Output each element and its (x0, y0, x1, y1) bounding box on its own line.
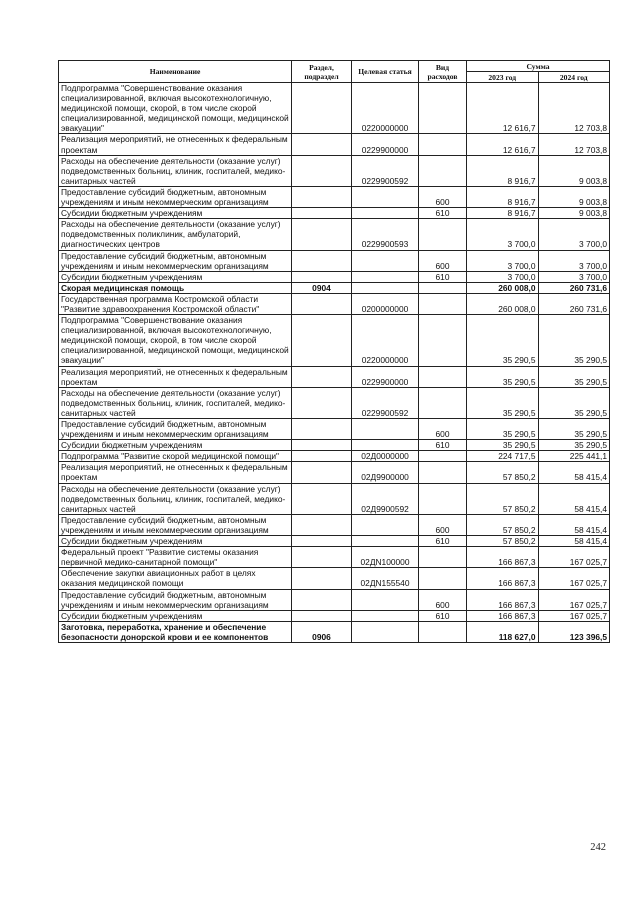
row-type (419, 366, 467, 387)
row-section (292, 293, 352, 314)
row-name: Федеральный проект "Развитие системы оказания первичной медико-санитарной помощи" (59, 547, 292, 568)
row-name: Реализация мероприятий, не отнесенных к федеральным проектам (59, 366, 292, 387)
row-target: 0200000000 (352, 293, 419, 314)
row-section (292, 387, 352, 418)
row-sum-2023: 224 717,5 (467, 451, 539, 462)
row-name: Субсидии бюджетным учреждениям (59, 536, 292, 547)
row-sum-2024: 9 003,8 (538, 186, 610, 207)
row-name: Реализация мероприятий, не отнесенных к федеральным проектам (59, 134, 292, 155)
row-target (352, 208, 419, 219)
row-sum-2024: 58 415,4 (538, 483, 610, 514)
header-sum: Сумма (467, 61, 610, 72)
table-row (59, 315, 610, 366)
header-section: Раздел, подраздел (292, 61, 352, 83)
row-section (292, 315, 352, 366)
table-row (59, 186, 610, 207)
row-sum-2024: 58 415,4 (538, 462, 610, 483)
row-type: 610 (419, 208, 467, 219)
row-type: 610 (419, 440, 467, 451)
row-target: 0229900592 (352, 155, 419, 186)
row-sum-2024: 35 290,5 (538, 419, 610, 440)
row-sum-2023: 35 290,5 (467, 387, 539, 418)
row-sum-2024: 260 731,6 (538, 293, 610, 314)
row-sum-2024: 58 415,4 (538, 536, 610, 547)
row-type (419, 315, 467, 366)
row-sum-2024: 35 290,5 (538, 366, 610, 387)
row-target: 0229900593 (352, 219, 419, 250)
row-sum-2023: 57 850,2 (467, 536, 539, 547)
row-type: 600 (419, 419, 467, 440)
row-type (419, 621, 467, 642)
row-sum-2024: 167 025,7 (538, 610, 610, 621)
row-type (419, 282, 467, 293)
row-section (292, 366, 352, 387)
table-row (59, 547, 610, 568)
row-name: Субсидии бюджетным учреждениям (59, 610, 292, 621)
row-name: Подпрограмма "Развитие скорой медицинской помощи" (59, 451, 292, 462)
row-sum-2024: 260 731,6 (538, 282, 610, 293)
row-type (419, 387, 467, 418)
row-sum-2023: 260 008,0 (467, 282, 539, 293)
row-name: Предоставление субсидий бюджетным, автономным учреждениям и иным некоммерческим организациям (59, 419, 292, 440)
header-year-2023: 2023 год (467, 72, 539, 83)
row-name: Субсидии бюджетным учреждениям (59, 271, 292, 282)
row-sum-2023: 8 916,7 (467, 186, 539, 207)
row-target: 02Д0000000 (352, 451, 419, 462)
row-name: Предоставление субсидий бюджетным, автономным учреждениям и иным некоммерческим организациям (59, 186, 292, 207)
table-row (59, 134, 610, 155)
table-row (59, 208, 610, 219)
row-type: 610 (419, 271, 467, 282)
row-name: Расходы на обеспечение деятельности (оказание услуг) подведомственных поликлиник, амбулаторий, диагностических центров (59, 219, 292, 250)
row-sum-2023: 166 867,3 (467, 568, 539, 589)
row-sum-2024: 58 415,4 (538, 514, 610, 535)
row-type: 600 (419, 514, 467, 535)
row-target (352, 589, 419, 610)
row-sum-2024: 123 396,5 (538, 621, 610, 642)
table-row (59, 155, 610, 186)
row-sum-2023: 57 850,2 (467, 483, 539, 514)
row-target: 0220000000 (352, 315, 419, 366)
row-name: Расходы на обеспечение деятельности (оказание услуг) подведомственных больниц, клиник, госпиталей, медико-санитарных частей (59, 387, 292, 418)
row-type: 610 (419, 536, 467, 547)
row-target: 0229900000 (352, 134, 419, 155)
row-section (292, 568, 352, 589)
table-row (59, 621, 610, 642)
row-name: Субсидии бюджетным учреждениям (59, 440, 292, 451)
row-sum-2023: 8 916,7 (467, 208, 539, 219)
row-target: 02Д9900000 (352, 462, 419, 483)
row-sum-2023: 12 616,7 (467, 134, 539, 155)
row-sum-2024: 35 290,5 (538, 387, 610, 418)
row-sum-2023: 8 916,7 (467, 155, 539, 186)
table-row (59, 271, 610, 282)
row-type (419, 83, 467, 134)
row-section (292, 451, 352, 462)
budget-table (58, 60, 610, 643)
row-name: Предоставление субсидий бюджетным, автономным учреждениям и иным некоммерческим организациям (59, 514, 292, 535)
row-name: Заготовка, переработка, хранение и обеспечение безопасности донорской крови и ее компонентов (59, 621, 292, 642)
table-row (59, 282, 610, 293)
row-target (352, 514, 419, 535)
row-section (292, 419, 352, 440)
table-row (59, 440, 610, 451)
row-sum-2023: 166 867,3 (467, 610, 539, 621)
row-section (292, 155, 352, 186)
header-target: Целевая статья (352, 61, 419, 83)
row-sum-2023: 166 867,3 (467, 547, 539, 568)
row-target (352, 536, 419, 547)
row-section (292, 536, 352, 547)
page-number: 242 (590, 842, 606, 853)
row-sum-2024: 3 700,0 (538, 250, 610, 271)
row-sum-2023: 118 627,0 (467, 621, 539, 642)
row-section (292, 219, 352, 250)
row-name: Субсидии бюджетным учреждениям (59, 208, 292, 219)
table-header-row (59, 61, 610, 72)
header-name: Наименование (59, 61, 292, 83)
header-year-2024: 2024 год (538, 72, 610, 83)
table-row (59, 514, 610, 535)
row-name: Предоставление субсидий бюджетным, автономным учреждениям и иным некоммерческим организациям (59, 589, 292, 610)
row-section (292, 440, 352, 451)
row-target (352, 621, 419, 642)
row-type (419, 219, 467, 250)
row-section (292, 271, 352, 282)
row-sum-2023: 35 290,5 (467, 315, 539, 366)
table-row (59, 219, 610, 250)
row-target: 0229900000 (352, 366, 419, 387)
row-name: Скорая медицинская помощь (59, 282, 292, 293)
row-sum-2024: 12 703,8 (538, 83, 610, 134)
table-row (59, 610, 610, 621)
row-target (352, 271, 419, 282)
row-sum-2024: 35 290,5 (538, 315, 610, 366)
row-target (352, 186, 419, 207)
row-section: 0906 (292, 621, 352, 642)
row-section (292, 250, 352, 271)
row-section (292, 547, 352, 568)
row-name: Расходы на обеспечение деятельности (оказание услуг) подведомственных больниц, клиник, госпиталей, медико-санитарных частей (59, 483, 292, 514)
row-sum-2023: 166 867,3 (467, 589, 539, 610)
row-target: 0220000000 (352, 83, 419, 134)
row-sum-2023: 3 700,0 (467, 271, 539, 282)
row-section (292, 134, 352, 155)
row-type: 600 (419, 250, 467, 271)
row-name: Предоставление субсидий бюджетным, автономным учреждениям и иным некоммерческим организациям (59, 250, 292, 271)
table-row (59, 483, 610, 514)
row-type: 600 (419, 589, 467, 610)
row-type (419, 155, 467, 186)
row-sum-2023: 260 008,0 (467, 293, 539, 314)
row-sum-2023: 57 850,2 (467, 462, 539, 483)
row-type (419, 568, 467, 589)
row-sum-2023: 35 290,5 (467, 366, 539, 387)
row-sum-2023: 3 700,0 (467, 250, 539, 271)
row-sum-2024: 12 703,8 (538, 134, 610, 155)
row-section (292, 610, 352, 621)
table-row (59, 451, 610, 462)
row-type (419, 451, 467, 462)
row-sum-2023: 35 290,5 (467, 440, 539, 451)
row-sum-2024: 167 025,7 (538, 568, 610, 589)
row-sum-2024: 9 003,8 (538, 155, 610, 186)
table-body (59, 83, 610, 643)
row-sum-2024: 167 025,7 (538, 547, 610, 568)
row-target (352, 282, 419, 293)
table-row (59, 589, 610, 610)
row-sum-2024: 3 700,0 (538, 271, 610, 282)
row-target (352, 610, 419, 621)
row-type (419, 134, 467, 155)
row-name: Подпрограмма "Совершенствование оказания специализированной, включая высокотехнологичную, медицинской помощи, скорой, в том числе скорой специализированной, медицинской помощи, медицинской эвакуации" (59, 83, 292, 134)
row-sum-2023: 3 700,0 (467, 219, 539, 250)
row-target: 02ДN100000 (352, 547, 419, 568)
header-type: Вид расходов (419, 61, 467, 83)
row-type (419, 462, 467, 483)
row-target (352, 250, 419, 271)
row-sum-2024: 3 700,0 (538, 219, 610, 250)
row-sum-2024: 35 290,5 (538, 440, 610, 451)
row-section (292, 208, 352, 219)
row-target: 02Д9900592 (352, 483, 419, 514)
row-section (292, 186, 352, 207)
table-row (59, 568, 610, 589)
row-name: Государственная программа Костромской области "Развитие здравоохранения Костромской области" (59, 293, 292, 314)
row-target: 0229900592 (352, 387, 419, 418)
table-row (59, 462, 610, 483)
row-name: Расходы на обеспечение деятельности (оказание услуг) подведомственных больниц, клиник, госпиталей, медико-санитарных частей (59, 155, 292, 186)
row-type (419, 293, 467, 314)
row-section (292, 83, 352, 134)
row-section (292, 483, 352, 514)
row-section (292, 462, 352, 483)
row-section: 0904 (292, 282, 352, 293)
row-sum-2024: 225 441,1 (538, 451, 610, 462)
row-sum-2023: 12 616,7 (467, 83, 539, 134)
table-row (59, 419, 610, 440)
row-type: 610 (419, 610, 467, 621)
table-row (59, 366, 610, 387)
row-sum-2023: 57 850,2 (467, 514, 539, 535)
row-sum-2023: 35 290,5 (467, 419, 539, 440)
table-row (59, 250, 610, 271)
row-target: 02ДN155540 (352, 568, 419, 589)
table-row (59, 536, 610, 547)
row-type: 600 (419, 186, 467, 207)
row-type (419, 483, 467, 514)
row-name: Реализация мероприятий, не отнесенных к федеральным проектам (59, 462, 292, 483)
table-row (59, 293, 610, 314)
row-name: Подпрограмма "Совершенствование оказания специализированной, включая высокотехнологичную, медицинской помощи, скорой, в том числе скорой специализированной, медицинской помощи, медицинской эвакуации" (59, 315, 292, 366)
row-sum-2024: 167 025,7 (538, 589, 610, 610)
row-target (352, 440, 419, 451)
row-target (352, 419, 419, 440)
row-sum-2024: 9 003,8 (538, 208, 610, 219)
table-row (59, 387, 610, 418)
row-section (292, 589, 352, 610)
row-type (419, 547, 467, 568)
row-section (292, 514, 352, 535)
table-row (59, 83, 610, 134)
row-name: Обеспечение закупки авиационных работ в целях оказания медицинской помощи (59, 568, 292, 589)
